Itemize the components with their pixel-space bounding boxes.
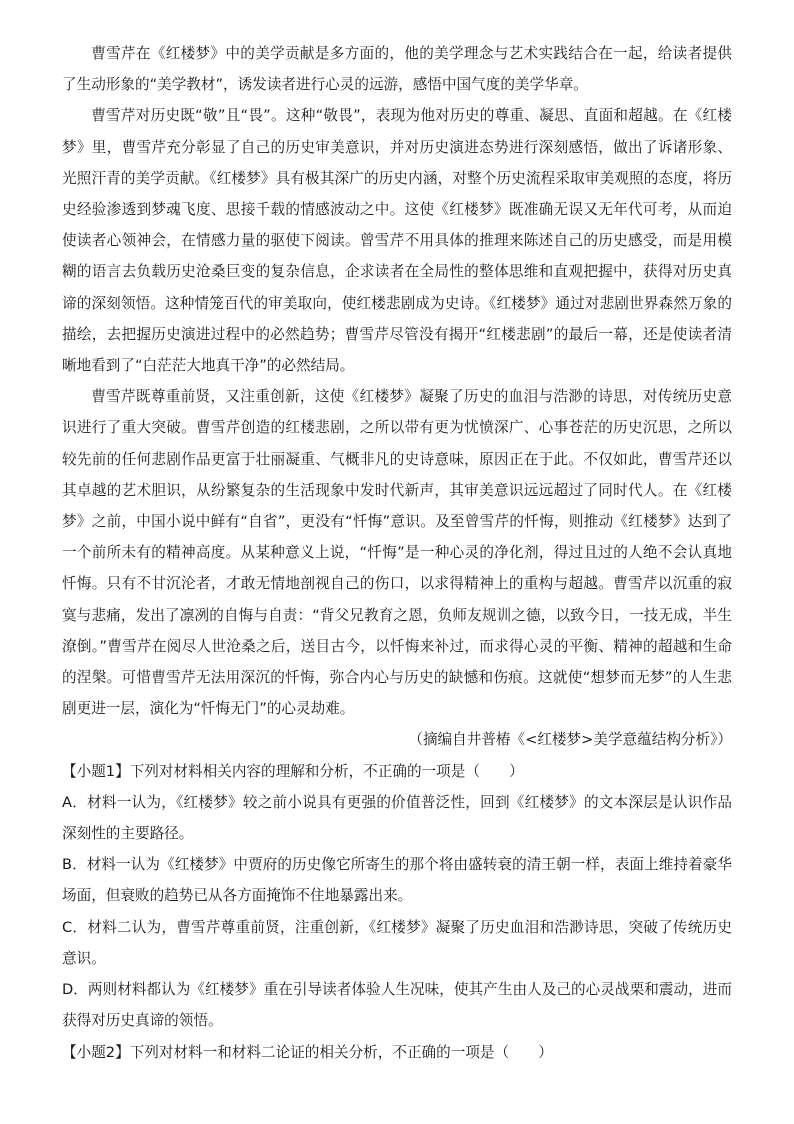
- question-1-option-d: D．两则材料都认为《红楼梦》重在引导读者体验人生况味，使其产生由人及己的心灵战栗和震动，进而获得对历史真谛的领悟。: [62, 981, 732, 1030]
- question-1-option-a: A．材料一认为，《红楼梦》较之前小说具有更强的价值普泛性，回到《红楼梦》的文本深层是认识作品深刻性的主要路径。: [62, 793, 732, 843]
- question-1-stem: 【小题1】下列对材料相关内容的理解和分析，不正确的一项是（ ）: [62, 762, 524, 780]
- passage-paragraph-2: 曹雪芹对历史既“敬”且“畏”。这种“敬畏”，表现为他对历史的尊重、凝思、直面和超越。在《红楼梦》里，曹雪芹充分彰显了自己的历史审美意识，并对历史演进态势进行深刻感悟，做出了诉诸形象、光照汗青的美学贡献。《红楼梦》具有极其深广的历史内涵，对整个历史流程采取审美观照的态度，将历史经验渗透到梦魂飞度、思接千载的情感波动之中。这使《红楼梦》既准确无误又无年代可考，从而迫使读者心领神会，在情感力量的驱使下阅读。曾雪芹不用具体的推理来陈述自己的历史感受，而是用模糊的语言去负载历史沧桑巨变的复杂信息，企求读者在全局性的整体思维和直观把握中，获得对历史真谛的深刻领悟。这种情笼百代的审美取向，使红楼悲剧成为史诗。《红楼梦》通过对悲剧世界森然万象的描绘，去把握历史演进过程中的必然趋势；曹雪芹尽管没有揭开“红楼悲剧”的最后一幕，还是使读者清晰地看到了“白茫茫大地真干净”的必然结局。: [62, 107, 732, 375]
- question-1-option-c: C．材料二认为，曹雪芹尊重前贤，注重创新，《红楼梦》凝聚了历史血泪和浩渺诗思，突破了传统历史意识。: [62, 918, 732, 967]
- question-1-option-b: B．材料一认为《红楼梦》中贾府的历史像它所寄生的那个将由盛转衰的清王朝一样，表面上维持着豪华场面，但衰败的趋势已从各方面掩饰不住地暴露出来。: [62, 856, 732, 905]
- passage-paragraph-1: 曹雪芹在《红楼梦》中的美学贡献是多方面的，他的美学理念与艺术实践结合在一起，给读者提供了生动形象的“美学教材”，诱发读者进行心灵的远游，感悟中国气度的美学华章。: [62, 45, 732, 94]
- question-2-stem: 【小题2】下列对材料一和材料二论证的相关分析，不正确的一项是（ ）: [62, 1043, 553, 1061]
- source-attribution: （摘编自井普椿《<红楼梦>美学意蕴结构分析》）: [408, 731, 732, 749]
- passage-paragraph-3: 曹雪芹既尊重前贤，又注重创新，这使《红楼梦》凝聚了历史的血泪与浩渺的诗思，对传统历史意识进行了重大突破。曹雪芹创造的红楼悲剧，之所以带有更为忧愤深广、心事苍茫的历史沉思，之所以较先前的任何悲剧作品更富于壮丽凝重、气概非凡的史诗意味，原因正在于此。不仅如此，曹雪芹还以其卓越的艺术胆识，从纷繁复杂的生活现象中发时代新声，其审美意识远远超过了同时代人。在《红楼梦》之前，中国小说中鲜有“自省”，更没有“忏悔”意识。及至曾雪芹的忏悔，则推动《红楼梦》达到了一个前所未有的精神高度。从某种意义上说，“忏悔”是一种心灵的净化剂，得过且过的人绝不会认真地忏悔。只有不甘沉沦者，才敢无情地剖视自己的伤口，以求得精神上的重构与超越。曹雪芹以沉重的寂寞与悲痛，发出了凛冽的自悔与自责：“背父兄教育之恩，负师友规训之德，以致今日，一技无成，半生潦倒。”曹雪芹在阅尽人世沧桑之后，送目古今，以忏悔来补过，而求得心灵的平衡、精神的超越和生命的涅槃。可惜曹雪芹无法用深沉的忏悔，弥合内心与历史的缺憾和伤痕。这就使“想梦而无梦”的人生悲剧更进一层，演化为“忏悔无门”的心灵劫难。: [62, 388, 732, 718]
- document-page: [62, 38, 732, 1068]
